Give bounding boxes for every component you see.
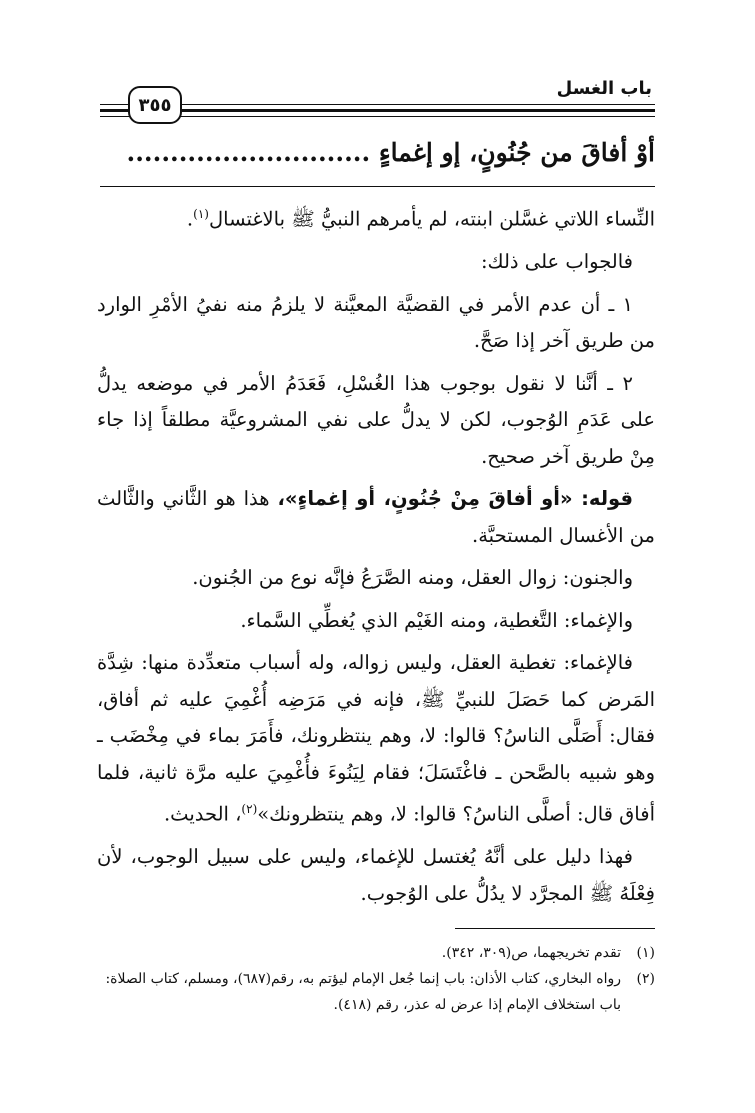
qawluhu-label: قوله: «أو أفاقَ مِنْ جُنُونٍ، أو إغماءٍ»، bbox=[277, 487, 634, 510]
paragraph-5: قوله: «أو أفاقَ مِنْ جُنُونٍ، أو إغماءٍ»، هذا هو الثَّاني والثَّالث من الأغسال المستحبَّة. bbox=[97, 487, 655, 547]
footnote-text: تقدم تخريجهما، ص(٣٠٩، ٣٤٢). bbox=[441, 945, 621, 961]
paragraph-3: ١ ـ أن عدم الأمر في القضيَّة المعيَّنة لا يلزمُ منه نفيُ الأمْرِ الوارد من طريق آخر إذا صَحَّ. bbox=[97, 292, 655, 352]
footnote-divider bbox=[455, 928, 655, 929]
footnotes bbox=[97, 940, 655, 1018]
footnote-1 bbox=[97, 940, 655, 966]
footnote-number: (٢) bbox=[636, 971, 655, 987]
paragraph-8: فالإغماء: تغطية العقل، وليس زواله، وله أسباب متعدِّدة منها: شِدَّة المَرض كما حَصَلَ للنبيِّ ﷺ، فإنه في مَرَضِه أُغْمِيَ عليه ثم أفاق، فقال: أَصَلَّى الناسُ؟ قالوا: لا، وهم ينتظرونك، فأَمَرَ بماء في مِخْضَب ـ وهو شبيه بالصَّحن ـ فاغْتَسَلَ؛ فقام لِيَنُوءَ فأُغْمِيَ عليه مرَّة ثانية، فلما أفاق قال: أصلَّى الناسُ؟ قالوا: لا، وهم ينتظرونك»$^{(٢)}$، الحديث. bbox=[97, 651, 655, 826]
paragraph-6: والجنون: زوال العقل، ومنه الصَّرَعُ فإنَّه نوع من الجُنون. bbox=[192, 566, 633, 589]
matn-line bbox=[97, 138, 655, 167]
matn-dots: ............................ bbox=[126, 138, 371, 167]
footnote-ref-2[interactable]: (٢) bbox=[241, 802, 258, 816]
paragraph-1: النِّساء اللاتي غسَّلن ابنته، لم يأمرهم النبيُّ ﷺ بالاغتسال$^{(١)}$. bbox=[186, 207, 655, 231]
footnote-text: رواه البخاري، كتاب الأذان: باب إنما جُعل الإمام ليؤتم به، رقم(٦٨٧)، ومسلم، كتاب الصلاة: باب استخلاف الإمام إذا عرض له عذر، رقم (٤١٨). bbox=[105, 971, 621, 1013]
matn-divider bbox=[100, 186, 655, 187]
matn-text: أوْ أفاقَ من جُنُونٍ، إو إغماءٍ bbox=[378, 138, 655, 167]
page-number: ٣٥٥ bbox=[128, 86, 182, 124]
paragraph-4: ٢ ـ أنَّنا لا نقول بوجوب هذا الغُسْلِ، فَعَدَمُ الأمر في موضعه يدلُّ على عَدَمِ الوُجوب، لكن لا يدلُّ على نفي المشروعيَّة مطلقاً إذا جاء مِنْ طريق آخر صحيح. bbox=[97, 371, 655, 468]
footnote-ref-1[interactable]: (١) bbox=[193, 207, 209, 221]
header-rule-top bbox=[100, 104, 655, 105]
header-rule-bottom bbox=[100, 116, 655, 117]
paragraph-9: فهذا دليل على أنَّهُ يُغتسل للإغماء، وليس على سبيل الوجوب، لأن فِعْلَهُ ﷺ المجرَّد لا يدُلُّ على الوُجوب. bbox=[97, 845, 655, 905]
header-rule-thick bbox=[100, 109, 655, 112]
footnote-number: (١) bbox=[636, 945, 655, 961]
paragraph-2: فالجواب على ذلك: bbox=[480, 250, 633, 273]
chapter-title: باب الغسل bbox=[556, 78, 652, 99]
footnote-2 bbox=[97, 966, 655, 1018]
paragraph-7: والإغماء: التَّغطية، ومنه الغَيْم الذي يُغطِّي السَّماء. bbox=[240, 608, 633, 632]
commentary-body bbox=[97, 196, 655, 918]
